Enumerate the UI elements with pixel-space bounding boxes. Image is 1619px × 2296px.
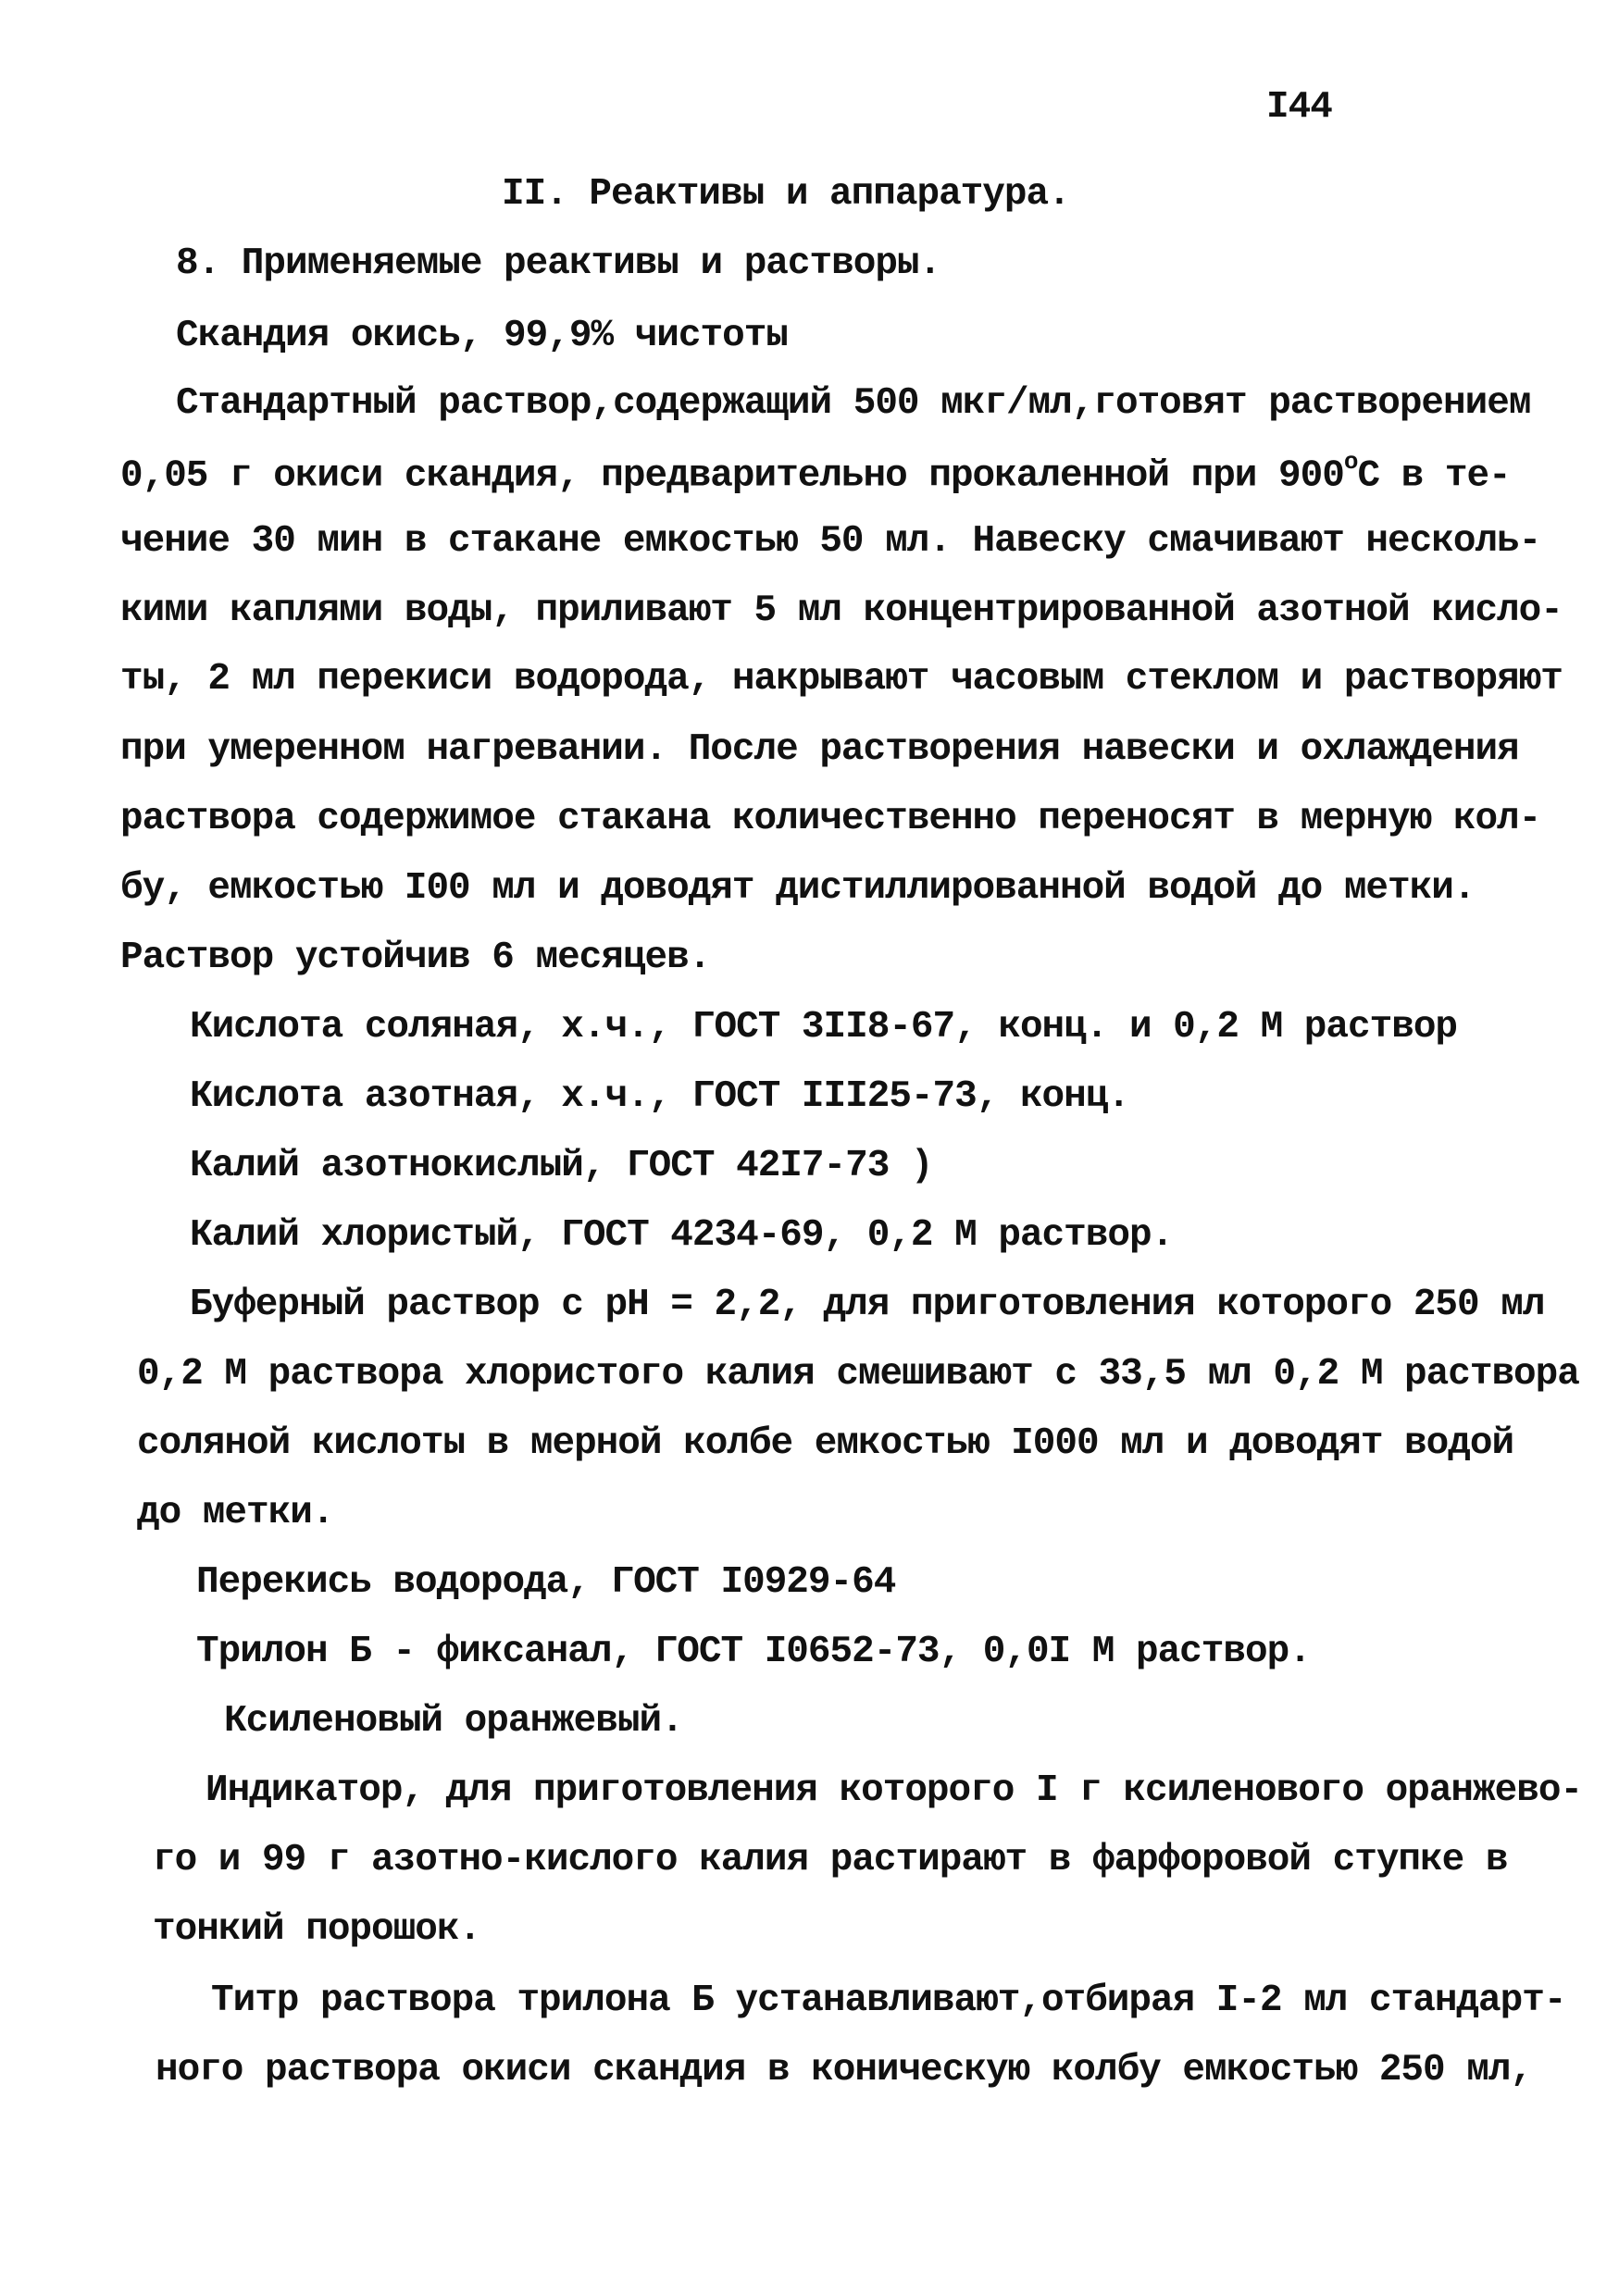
indicator-line: Индикатор, для приготовления которого I г ксиленового оранжево-	[205, 1769, 1583, 1812]
xylenol-line: Ксиленовый оранжевый.	[224, 1700, 683, 1743]
section-heading: II. Реактивы и аппаратура.	[502, 173, 1070, 216]
paragraph-line: кими каплями воды, приливают 5 мл концентрированной азотной кисло-	[120, 590, 1563, 632]
paragraph-line: Стандартный раствор,содержащий 500 мкг/мл,готовят растворением	[176, 382, 1531, 425]
buffer-line: соляной кислоты в мерной колбе емкостью I000 мл и доводят водой	[137, 1422, 1514, 1465]
reagent-line: Калий азотнокислый, ГОСТ 42I7-73 )	[190, 1145, 933, 1187]
degree-sign: о	[1343, 448, 1358, 476]
buffer-line: Буферный раствор с рН = 2,2, для приготовления которого 250 мл	[190, 1284, 1545, 1326]
trilon-line: Трилон Б - фиксанал, ГОСТ I0652-73, 0,0I М раствор.	[196, 1631, 1311, 1673]
paragraph-line: ты, 2 мл перекиси водорода, накрывают часовым стеклом и растворяют	[120, 658, 1563, 701]
paragraph-line: бу, емкостью I00 мл и доводят дистиллированной водой до метки.	[120, 867, 1476, 910]
indicator-line: го и 99 г азотно-кислого калия растирают в фарфоровой ступке в	[153, 1839, 1508, 1881]
page-number: I44	[1266, 86, 1332, 129]
paragraph-line	[120, 448, 1511, 498]
subheading: 8. Применяемые реактивы и растворы.	[176, 242, 941, 285]
reagent-line: Кислота азотная, х.ч., ГОСТ III25-73, конц.	[190, 1075, 1129, 1118]
titer-line: ного раствора окиси скандия в коническую колбу емкостью 250 мл,	[156, 2049, 1533, 2091]
paragraph-line: Раствор устойчив 6 месяцев.	[120, 937, 711, 979]
scandium-oxide-line: Скандия окись, 99,9% чистоты	[176, 315, 788, 357]
paragraph-line-suffix: С в те-	[1357, 454, 1511, 498]
peroxide-line: Перекись водорода, ГОСТ I0929-64	[196, 1561, 896, 1604]
paragraph-line: раствора содержимое стакана количественно переносят в мерную кол-	[120, 798, 1541, 840]
paragraph-line: при умеренном нагревании. После растворения навески и охлаждения	[120, 728, 1519, 771]
paragraph-line: чение 30 мин в стакане емкостью 50 мл. Навеску смачивают несколь-	[120, 520, 1541, 563]
buffer-line: до метки.	[137, 1492, 334, 1534]
reagent-line: Кислота соляная, х.ч., ГОСТ 3II8-67, конц. и 0,2 М раствор	[190, 1006, 1458, 1049]
reagent-line: Калий хлористый, ГОСТ 4234-69, 0,2 М раствор.	[190, 1214, 1174, 1257]
titer-line: Титр раствора трилона Б устанавливают,отбирая I-2 мл стандарт-	[211, 1980, 1566, 2022]
paragraph-line-text: 0,05 г окиси скандия, предварительно прокаленной при 900	[120, 454, 1344, 498]
indicator-line: тонкий порошок.	[153, 1908, 481, 1951]
buffer-line: 0,2 М раствора хлористого калия смешивают с 33,5 мл 0,2 М раствора	[137, 1353, 1579, 1396]
